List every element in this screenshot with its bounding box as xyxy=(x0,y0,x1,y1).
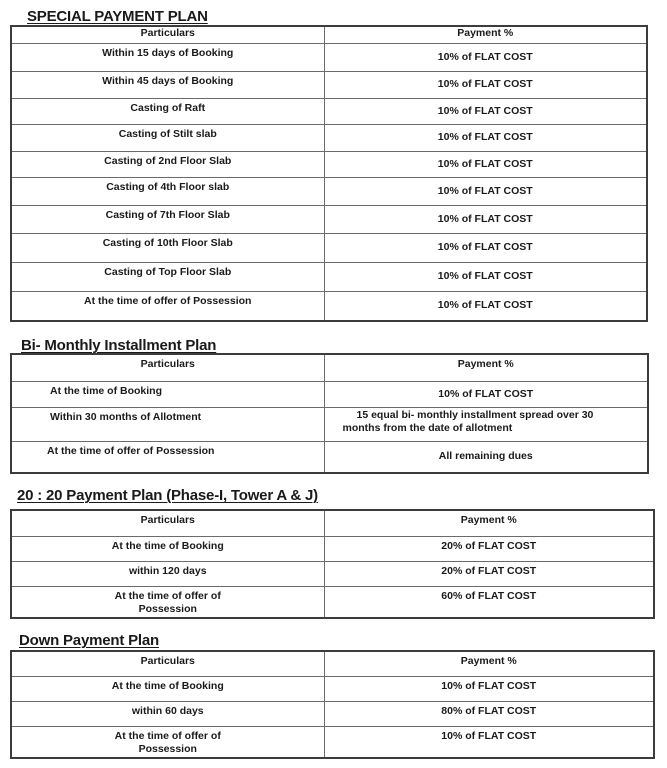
particulars-cell: Within 15 days of Booking xyxy=(11,43,324,71)
down-payment-plan-title: Down Payment Plan xyxy=(19,632,159,649)
particulars-cell: Casting of Top Floor Slab xyxy=(11,262,324,291)
particulars-cell: Casting of 7th Floor Slab xyxy=(11,205,324,233)
bi-monthly-plan-table xyxy=(10,353,649,474)
particulars-cell: Casting of 10th Floor Slab xyxy=(11,233,324,262)
payment-cell: 10% of FLAT COST xyxy=(324,676,654,701)
table-row xyxy=(11,726,654,758)
table-row xyxy=(11,233,647,262)
table-row xyxy=(11,177,647,205)
table-row xyxy=(11,441,648,473)
payment-cell: 20% of FLAT COST xyxy=(324,561,654,586)
payment-cell: 10% of FLAT COST xyxy=(324,291,647,321)
particulars-cell: At the time of Booking xyxy=(11,676,324,701)
table-row xyxy=(11,262,647,291)
table-row xyxy=(11,561,654,586)
table-row xyxy=(11,43,647,71)
table-row xyxy=(11,205,647,233)
payment-cell: 10% of FLAT COST xyxy=(324,205,647,233)
payment-cell: 60% of FLAT COST xyxy=(324,586,654,618)
particulars-cell: Casting of 4th Floor slab xyxy=(11,177,324,205)
twenty-twenty-plan-table xyxy=(10,509,655,619)
payment-cell: 10% of FLAT COST xyxy=(324,151,647,177)
particulars-cell: Within 30 months of Allotment xyxy=(11,407,324,441)
table-row xyxy=(11,536,654,561)
table-row xyxy=(11,291,647,321)
header-payment: Payment % xyxy=(324,354,648,381)
particulars-cell: At the time of Booking xyxy=(11,536,324,561)
special-payment-plan-title: SPECIAL PAYMENT PLAN xyxy=(27,8,208,25)
table-row xyxy=(11,701,654,726)
payment-cell: 10% of FLAT COST xyxy=(324,381,648,407)
particulars-cell: At the time of offer of Possession xyxy=(11,291,324,321)
particulars-cell: At the time of Booking xyxy=(11,381,324,407)
bi-monthly-plan-title: Bi- Monthly Installment Plan xyxy=(21,337,217,354)
particulars-cell: At the time of offer of Possession xyxy=(11,441,324,473)
particulars-cell: Casting of Stilt slab xyxy=(11,124,324,151)
header-particulars: Particulars xyxy=(11,354,324,381)
table-header-row xyxy=(11,26,647,43)
twenty-twenty-plan-title: 20 : 20 Payment Plan (Phase-I, Tower A & J) xyxy=(17,487,318,504)
particulars-cell: Within 45 days of Booking xyxy=(11,71,324,98)
table-row xyxy=(11,586,654,618)
particulars-cell: At the time of offer of Possession xyxy=(11,726,324,758)
table-row xyxy=(11,151,647,177)
header-particulars: Particulars xyxy=(11,510,324,536)
particulars-cell: At the time of offer of Possession xyxy=(11,586,324,618)
table-header-row xyxy=(11,354,648,381)
table-header-row xyxy=(11,510,654,536)
payment-cell: 10% of FLAT COST xyxy=(324,43,647,71)
payment-cell: 10% of FLAT COST xyxy=(324,726,654,758)
payment-cell: 10% of FLAT COST xyxy=(324,177,647,205)
table-row xyxy=(11,71,647,98)
payment-cell: 10% of FLAT COST xyxy=(324,98,647,124)
payment-cell: 80% of FLAT COST xyxy=(324,701,654,726)
table-row xyxy=(11,124,647,151)
table-row xyxy=(11,381,648,407)
payment-cell: 10% of FLAT COST xyxy=(324,233,647,262)
down-payment-plan-table xyxy=(10,650,655,759)
particulars-cell: Casting of Raft xyxy=(11,98,324,124)
payment-cell: 20% of FLAT COST xyxy=(324,536,654,561)
payment-cell: 15 equal bi- monthly installment spread over 30 months from the date of allotment xyxy=(324,407,648,441)
payment-cell: 10% of FLAT COST xyxy=(324,124,647,151)
payment-cell: 10% of FLAT COST xyxy=(324,262,647,291)
particulars-cell: within 60 days xyxy=(11,701,324,726)
table-header-row xyxy=(11,651,654,676)
special-payment-plan-table xyxy=(10,25,648,322)
header-payment: Payment % xyxy=(324,26,647,43)
header-payment: Payment % xyxy=(324,510,654,536)
table-row xyxy=(11,98,647,124)
table-row xyxy=(11,407,648,441)
header-particulars: Particulars xyxy=(11,651,324,676)
payment-cell: All remaining dues xyxy=(324,441,648,473)
table-row xyxy=(11,676,654,701)
particulars-cell: within 120 days xyxy=(11,561,324,586)
header-payment: Payment % xyxy=(324,651,654,676)
particulars-cell: Casting of 2nd Floor Slab xyxy=(11,151,324,177)
payment-cell: 10% of FLAT COST xyxy=(324,71,647,98)
header-particulars: Particulars xyxy=(11,26,324,43)
